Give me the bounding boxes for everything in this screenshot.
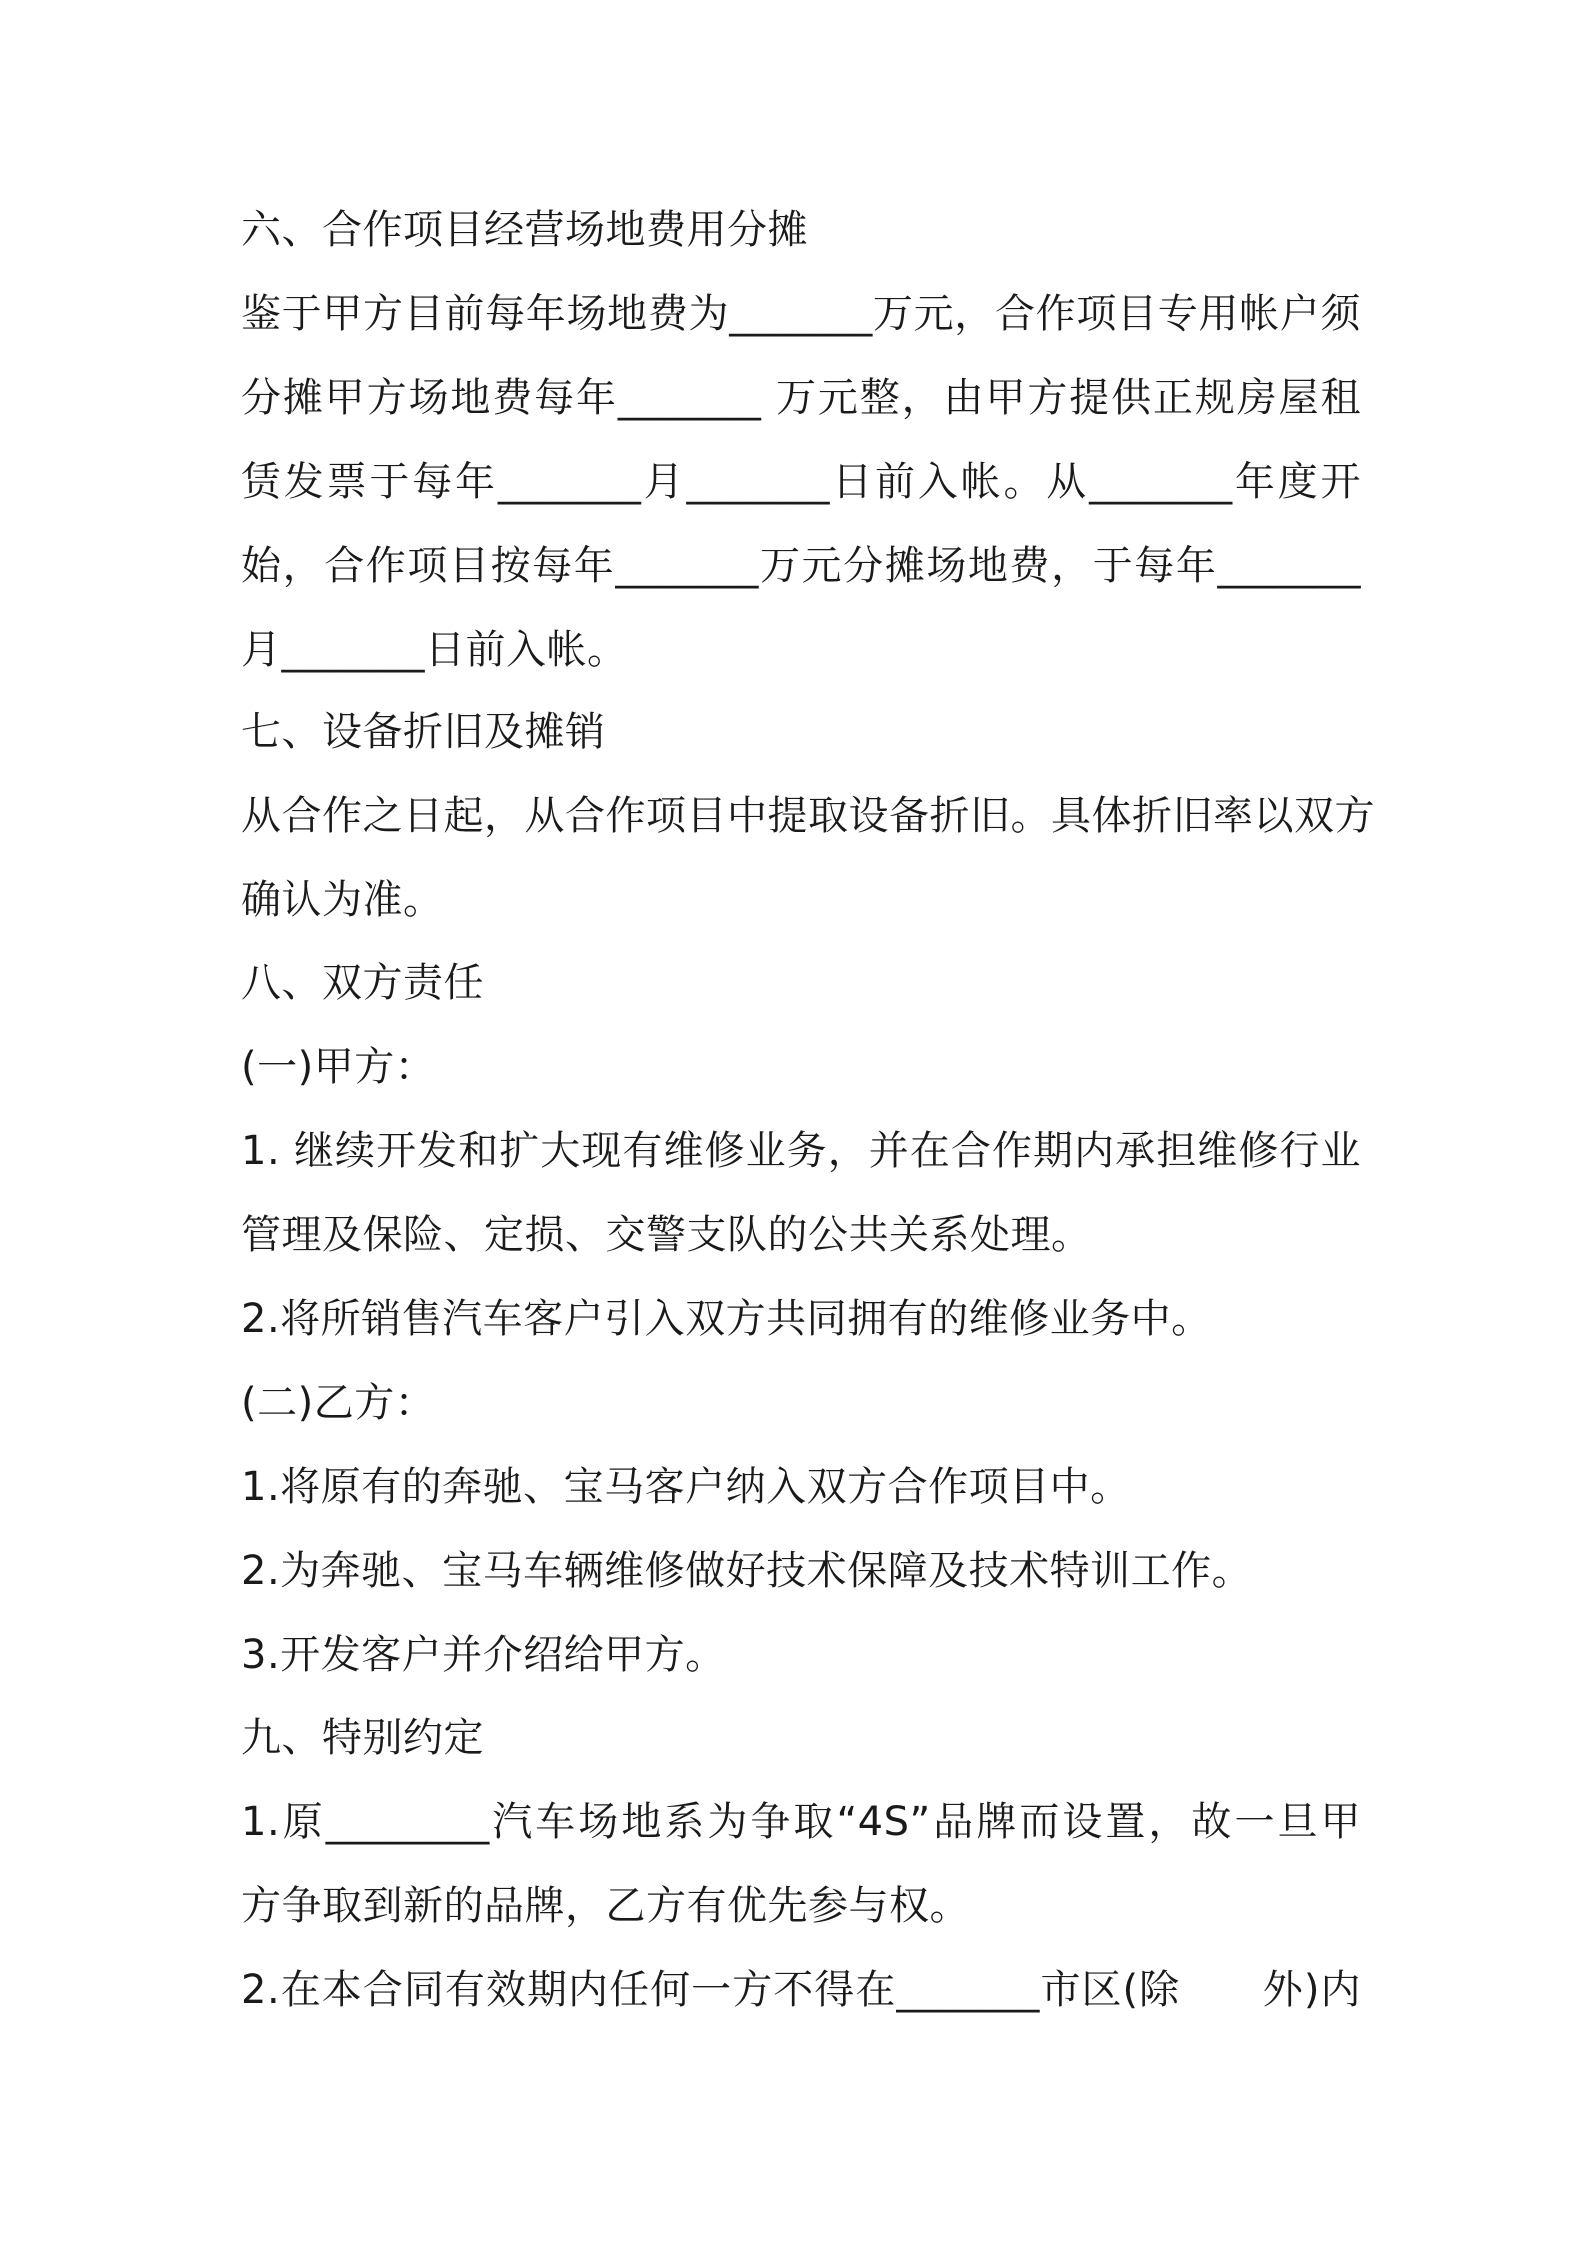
party-b-heading: (二)乙方： <box>241 1380 436 1426</box>
section-7-line-1: 从合作之日起，从合作项目中提取设备折旧。具体折旧率以双方 <box>241 793 1375 839</box>
party-b-line-2: 2.为奔驰、宝马车辆维修做好技术保障及技术特训工作。 <box>241 1548 1253 1594</box>
party-b-line-3: 3.开发客户并介绍给甲方。 <box>241 1632 726 1678</box>
section-6-line-1: 鉴于甲方目前每年场地费为_______万元，合作项目专用帐户须 <box>241 291 1361 337</box>
section-6-line-4: 始，合作项目按每年_______万元分摊场地费，于每年_______ <box>241 543 1361 589</box>
section-9-line-3: 2.在本合同有效期内任何一方不得在_______市区(除 外)内 <box>241 1967 1361 2013</box>
party-a-line-1: 1. 继续开发和扩大现有维修业务，并在合作期内承担维修行业 <box>241 1128 1361 1174</box>
section-7-heading: 七、设备折旧及摊销 <box>241 709 606 755</box>
section-9-line-2: 方争取到新的品牌，乙方有优先参与权。 <box>241 1883 970 1929</box>
section-9-heading: 九、特别约定 <box>241 1715 484 1761</box>
section-7-line-2: 确认为准。 <box>241 877 444 923</box>
section-9-line-1: 1.原________汽车场地系为争取“4S”品牌而设置，故一旦甲 <box>241 1799 1361 1845</box>
section-8-heading: 八、双方责任 <box>241 960 484 1006</box>
party-a-line-3: 2.将所销售汽车客户引入双方共同拥有的维修业务中。 <box>241 1296 1212 1342</box>
party-b-line-1: 1.将原有的奔驰、宝马客户纳入双方合作项目中。 <box>241 1464 1131 1510</box>
section-6-line-2: 分摊甲方场地费每年_______ 万元整，由甲方提供正规房屋租 <box>241 375 1361 421</box>
section-6-heading: 六、合作项目经营场地费用分摊 <box>241 207 808 253</box>
section-6-line-5: 月_______日前入帐。 <box>241 627 628 673</box>
party-a-heading: (一)甲方： <box>241 1044 436 1090</box>
party-a-line-2: 管理及保险、定损、交警支队的公共关系处理。 <box>241 1212 1092 1258</box>
section-6-line-3: 赁发票于每年_______月_______日前入帐。从_______年度开 <box>241 459 1361 505</box>
